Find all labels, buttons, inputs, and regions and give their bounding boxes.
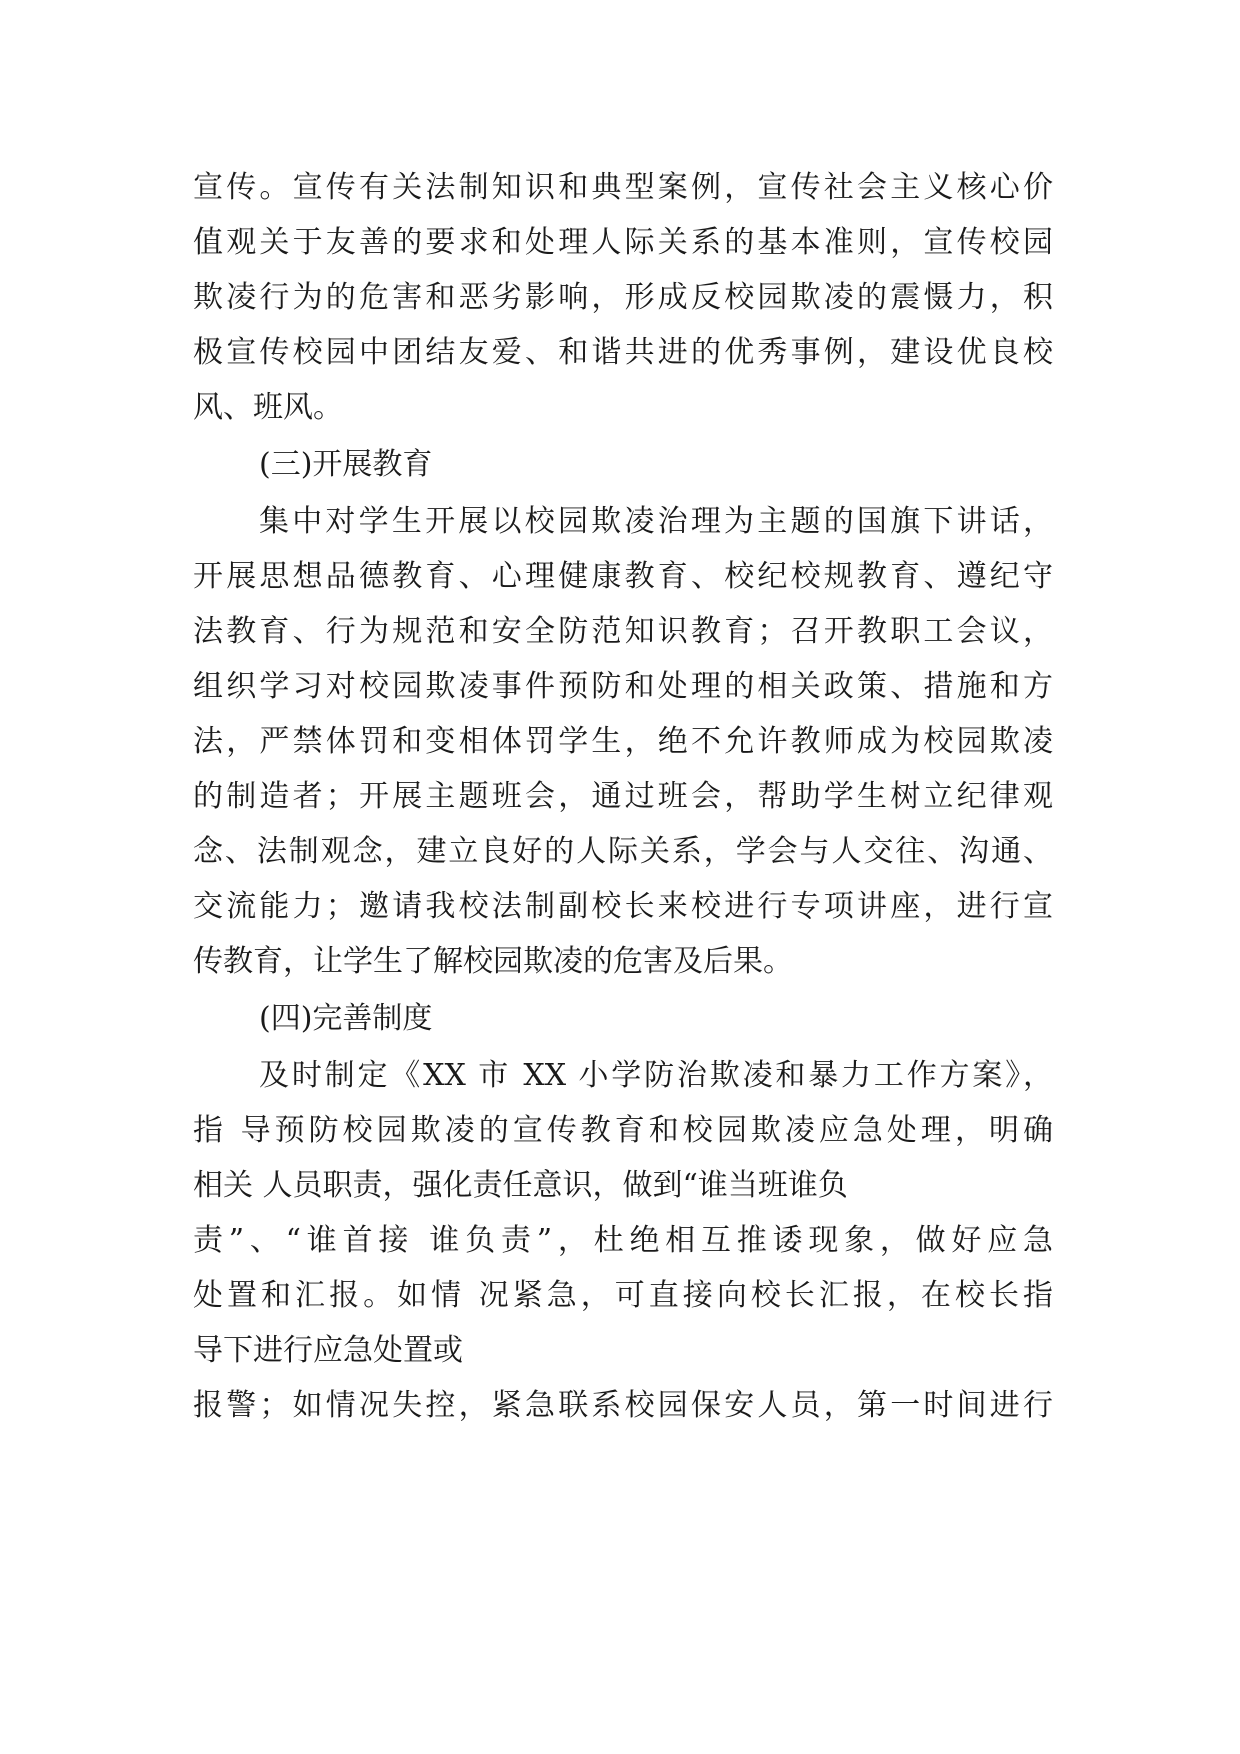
text-line: 的制造者；开展主题班会，通过班会，帮助学生树立纪律观 — [193, 779, 1053, 814]
text-line: 及时制定《XX 市 XX 小学防治欺凌和暴力工作方案》， — [259, 1058, 1053, 1093]
text-line: 法，严禁体罚和变相体罚学生，绝不允许教师成为校园欺凌 — [193, 724, 1053, 759]
section-heading-education: (三)开展教育 — [259, 447, 433, 482]
paragraph-publicity — [193, 160, 1053, 435]
document-body — [193, 160, 1053, 1433]
text-line: 极宣传校园中团结友爱、和谐共进的优秀事例，建设优良校 — [193, 335, 1053, 370]
text-line: 组织学习对校园欺凌事件预防和处理的相关政策、措施和方 — [193, 669, 1053, 704]
text-line: 责”、“谁首接 谁负责”，杜绝相互推诿现象，做好应急 — [193, 1223, 1053, 1258]
text-line: 集中对学生开展以校园欺凌治理为主题的国旗下讲话， — [259, 504, 1053, 539]
text-line: 处置和汇报。如情 况紧急，可直接向校长汇报，在校长指 — [193, 1278, 1053, 1313]
text-line: 法教育、行为规范和安全防范知识教育；召开教职工会议， — [193, 614, 1053, 649]
text-line: 开展思想品德教育、心理健康教育、校纪校规教育、遵纪守 — [193, 559, 1053, 594]
paragraph-system — [193, 1048, 1053, 1433]
text-line: 念、法制观念，建立良好的人际关系，学会与人交往、沟通、 — [193, 834, 1053, 869]
text-line: 相关 人员职责，强化责任意识，做到“谁当班谁负 — [193, 1168, 848, 1203]
paragraph-education — [193, 494, 1053, 989]
text-line: 宣传。宣传有关法制知识和典型案例，宣传社会主义核心价 — [193, 170, 1053, 205]
text-line: 导下进行应急处置或 — [193, 1333, 463, 1368]
text-line: 风、班风。 — [193, 390, 343, 425]
text-line: 值观关于友善的要求和处理人际关系的基本准则，宣传校园 — [193, 225, 1053, 260]
text-line: 传教育，让学生了解校园欺凌的危害及后果。 — [193, 944, 793, 979]
text-line: 欺凌行为的危害和恶劣影响，形成反校园欺凌的震慑力，积 — [193, 280, 1053, 315]
section-heading-system: (四)完善制度 — [259, 1001, 433, 1036]
text-line: 报警；如情况失控，紧急联系校园保安人员，第一时间进行 — [193, 1388, 1053, 1423]
text-line: 交流能力；邀请我校法制副校长来校进行专项讲座，进行宣 — [193, 889, 1053, 924]
text-line: 指 导预防校园欺凌的宣传教育和校园欺凌应急处理，明确 — [193, 1113, 1053, 1148]
